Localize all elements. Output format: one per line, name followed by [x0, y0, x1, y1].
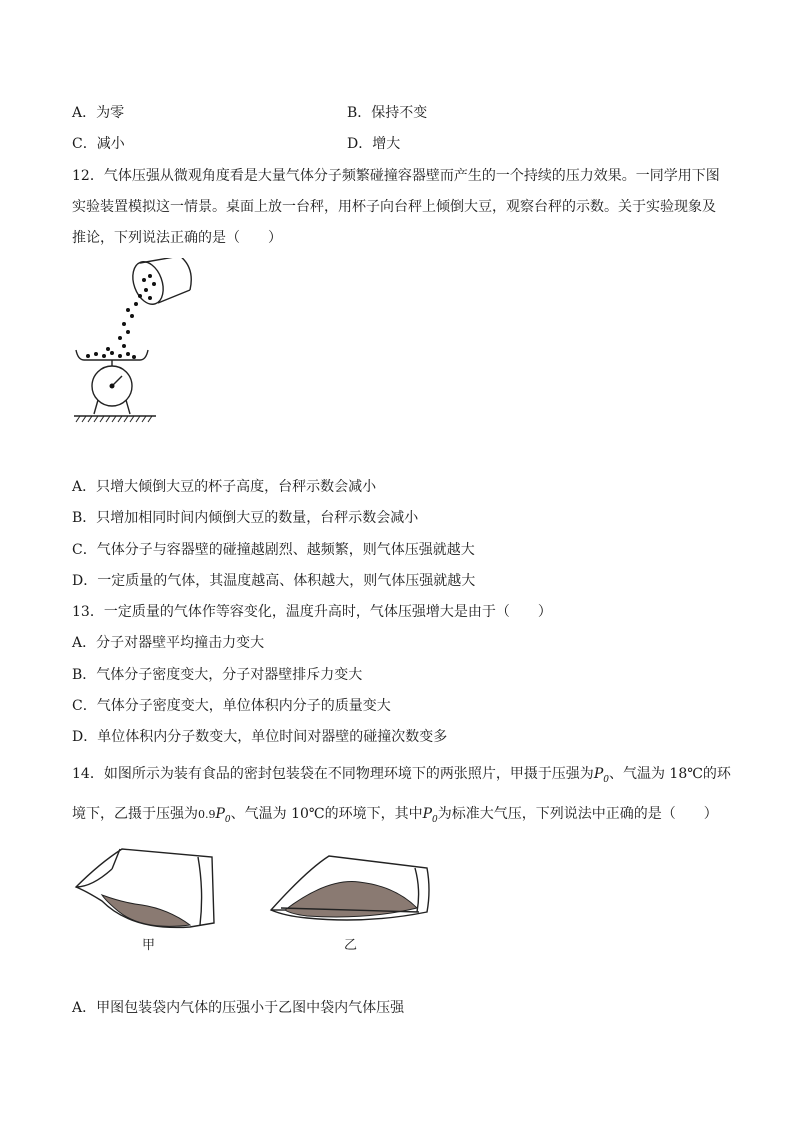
q12-option-c: C．气体分子与容器壁的碰撞越剧烈、越频繁，则气体压强就越大 [72, 542, 475, 558]
p0-symbol: $P_0$ [215, 806, 231, 825]
q11-option-a: A．为零 [72, 105, 125, 121]
q11-option-c: C．减小 [72, 136, 125, 152]
q13-option-d: D．单位体积内分子数变大，单位时间对器壁的碰撞次数变多 [72, 729, 448, 745]
cup-icon [127, 258, 191, 308]
q12-stem-line-3: 推论，下列说法正确的是（ ） [72, 230, 282, 246]
q12-stem-line-1: 12．气体压强从微观角度看是大量气体分子频繁碰撞容器壁而产生的一个持续的压力效果。一同学用下图 [72, 168, 720, 184]
q13-stem: 13．一定质量的气体作等容变化，温度升高时，气体压强增大是由于（ ） [72, 604, 552, 620]
q12-option-b: B．只增加相同时间内倾倒大豆的数量，台秤示数会减小 [72, 510, 419, 526]
q13-option-a: A．分子对器壁平均撞击力变大 [72, 635, 265, 651]
label-jia: 甲 [142, 938, 156, 953]
p0-symbol: $P_0$ [422, 806, 438, 825]
q13-option-b: B．气体分子密度变大，分子对器壁排斥力变大 [72, 667, 363, 683]
q13-option-c: C．气体分子密度变大，单位体积内分子的质量变大 [72, 698, 391, 714]
ground-hatch [74, 416, 156, 422]
q11-option-b: B．保持不变 [347, 105, 428, 121]
q12-option-d: D．一定质量的气体，其温度越高、体积越大，则气体压强就越大 [72, 573, 476, 589]
q14-stem-line-2: 境下，乙摄于压强为$0.9P_0$、气温为 10℃的环境下，其中$P_0$为标准大气压，下列说法中正确的是（ ） [72, 806, 718, 825]
q14-stem-line-1: 14．如图所示为装有食品的密封包装袋在不同物理环境下的两张照片，甲摄于压强为$P_0$、气温为 18℃的环 [72, 766, 731, 785]
label-yi: 乙 [344, 938, 358, 953]
q12-option-a: A．只增大倾倒大豆的杯子高度，台秤示数会减小 [72, 479, 377, 495]
scale-experiment-figure [70, 258, 200, 428]
q14-option-a: A．甲图包装袋内气体的压强小于乙图中袋内气体压强 [72, 1000, 405, 1016]
bag-yi-figure [267, 850, 437, 930]
bag-jia-figure [72, 845, 222, 935]
q11-option-d: D．增大 [347, 136, 401, 152]
q12-stem-line-2: 实验装置模拟这一情景。桌面上放一台秤，用杯子向台秤上倾倒大豆，观察台秤的示数。关于实验现象及 [72, 199, 716, 215]
beans-on-pan [86, 347, 136, 359]
p0-symbol: $P_0$ [593, 766, 609, 785]
